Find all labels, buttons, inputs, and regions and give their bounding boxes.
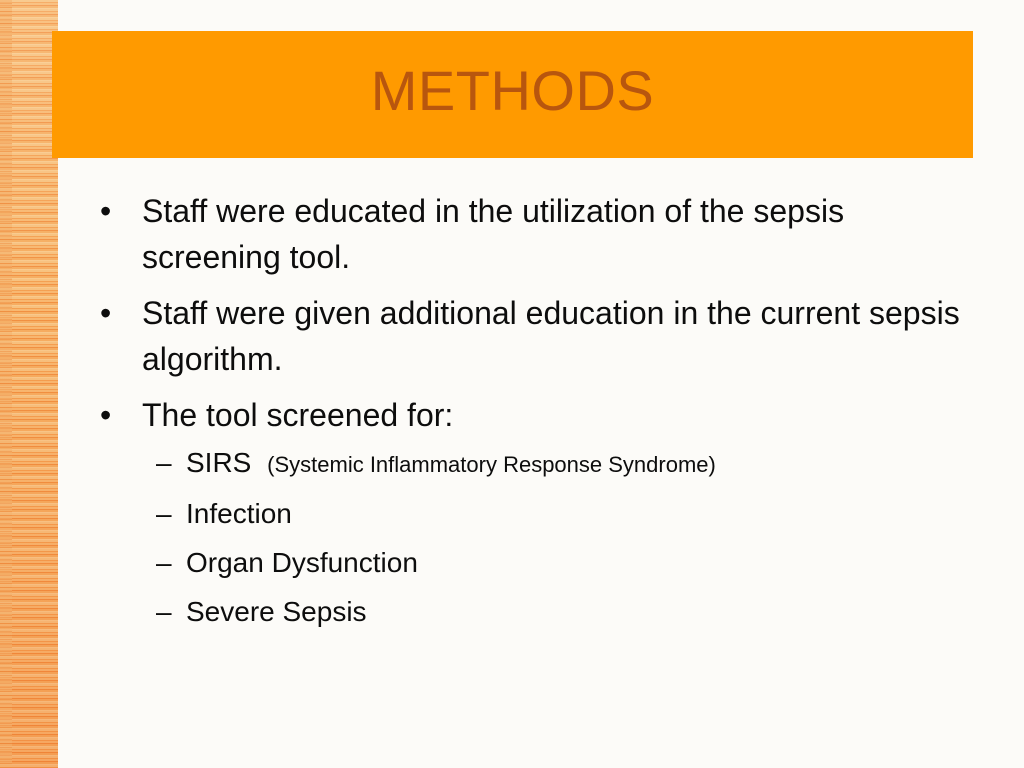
decorative-stripe-edge xyxy=(0,0,12,768)
sub-item-text: Severe Sepsis xyxy=(186,596,367,627)
bullet-text: Staff were educated in the utilization of the sepsis screening tool. xyxy=(142,193,845,275)
sub-marker: – xyxy=(156,498,172,529)
bullet-item xyxy=(100,392,960,438)
sub-item-text: Organ Dysfunction xyxy=(186,547,418,578)
bullet-marker: • xyxy=(100,295,112,331)
slide-body xyxy=(100,188,960,642)
bullet-marker: • xyxy=(100,397,112,433)
sub-item-note: (Systemic Inflammatory Response Syndrome) xyxy=(267,452,716,477)
bullet-marker: • xyxy=(100,193,112,229)
bullet-item xyxy=(100,188,960,280)
sub-marker: – xyxy=(156,547,172,578)
bullet-text: The tool screened for: xyxy=(142,397,454,433)
sub-item-infection xyxy=(100,495,960,533)
bullet-text: Staff were given additional education in the current sepsis algorithm. xyxy=(142,295,960,377)
title-band xyxy=(52,31,973,158)
sub-item-organ-dysfunction xyxy=(100,544,960,582)
sub-item-sirs xyxy=(100,444,960,484)
sub-item-text: Infection xyxy=(186,498,292,529)
sub-list xyxy=(100,444,960,631)
slide-title: METHODS xyxy=(370,59,655,122)
sub-item-severe-sepsis xyxy=(100,593,960,631)
sub-marker: – xyxy=(156,596,172,627)
bullet-item xyxy=(100,290,960,382)
sub-marker: – xyxy=(156,447,172,478)
sub-item-text: SIRS xyxy=(186,447,252,478)
